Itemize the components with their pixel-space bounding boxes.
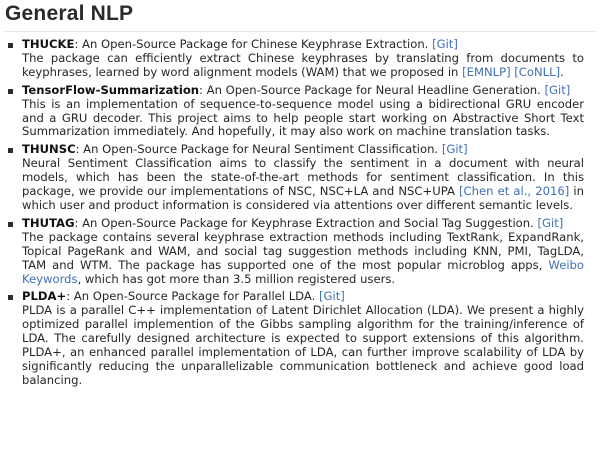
package-name: TensorFlow-Summarization — [22, 82, 200, 97]
citation-link[interactable]: [Chen et al., 2016] — [459, 184, 570, 199]
package-description: The package can efficiently extract Chinese keyphrases by translating from documents to keyphrases, learned by word alignment models (WAM) that we proposed in — [22, 50, 584, 79]
weibo-keywords-link[interactable]: Weibo Keywords — [22, 257, 584, 286]
git-link[interactable]: [Git] — [432, 37, 458, 51]
package-heading: : An Open-Source Package for Parallel LDA. — [66, 289, 319, 304]
bullet-icon — [8, 222, 13, 227]
bullet-icon — [8, 43, 13, 48]
git-link[interactable]: [Git] — [441, 142, 468, 157]
package-description: PLDA is a parallel C++ implementation of Latent Dirichlet Allocation (LDA). We present a highly optimized parallel implemention of the Gibbs sampling algorithm for the training/inference of LDA. The carefully designed architecture is expected to support extensions of this algorithm. PLDA+, an enhanced parallel implementation of LDA, can further improve scalability of LDA by significantly reducing the unparallelizable communication bottleneck and achieve good load balancing. — [22, 303, 584, 387]
section-title: General NLP — [5, 2, 134, 25]
package-name: THUCKE — [22, 37, 75, 51]
package-description: This is an implementation of sequence-to-sequence model using a bidirectional GRU encoder and a GRU decoder. This project aims to help people start working on Abstractive Short Text Summarization immediately. And hopefully, it may also work on machine translation tasks. — [22, 96, 584, 139]
description-tail: , which has got more than 3.5 million registered users. — [77, 271, 396, 286]
description-tail: in which user and product information is considered via attentions over different semantic levels. — [22, 184, 584, 212]
list-item-thucke — [0, 38, 600, 80]
package-heading: : An Open-Source Package for Keyphrase Extraction and Social Tag Suggestion. — [74, 215, 538, 230]
title-divider — [4, 31, 596, 32]
package-description: Neural Sentiment Classification aims to classify the sentiment in a document with neural models, which has been the state-of-the-art methods for sentiment classification. In this package, we provide our implementations of NSC, NSC+LA and NSC+UPA — [22, 156, 584, 199]
bullet-icon — [8, 295, 13, 300]
git-link[interactable]: [Git] — [319, 289, 345, 304]
bullet-icon — [8, 89, 13, 94]
package-heading: : An Open-Source Package for Neural Sentiment Classification. — [75, 142, 442, 157]
description-tail: . — [560, 64, 564, 79]
bullet-icon — [8, 148, 13, 153]
package-heading: : An Open-Source Package for Chinese Keyphrase Extraction. — [74, 37, 433, 51]
list-item-tensorflow-summarization — [0, 84, 600, 140]
package-description: The package contains several keyphrase extraction methods including TextRank, ExpandRank, Topical PageRank and WAM, and social tag suggestion methods including KNN, PMI, TagLDA, TAM and WTM. The package has supported one of the most popular microblog apps, — [22, 229, 584, 272]
list-item-plda-plus — [0, 290, 600, 387]
package-name: PLDA+ — [22, 289, 67, 304]
conll-link[interactable]: [CoNLL] — [514, 64, 561, 79]
list-item-thunsc — [0, 143, 600, 213]
package-heading: : An Open-Source Package for Neural Headline Generation. — [199, 82, 545, 97]
list-item-thutag — [0, 217, 600, 287]
package-list — [0, 38, 600, 392]
package-name: THUTAG — [22, 215, 75, 230]
emnlp-link[interactable]: [EMNLP] — [462, 64, 511, 79]
git-link[interactable]: [Git] — [544, 82, 571, 97]
git-link[interactable]: [Git] — [537, 215, 564, 230]
package-name: THUNSC — [22, 142, 76, 157]
